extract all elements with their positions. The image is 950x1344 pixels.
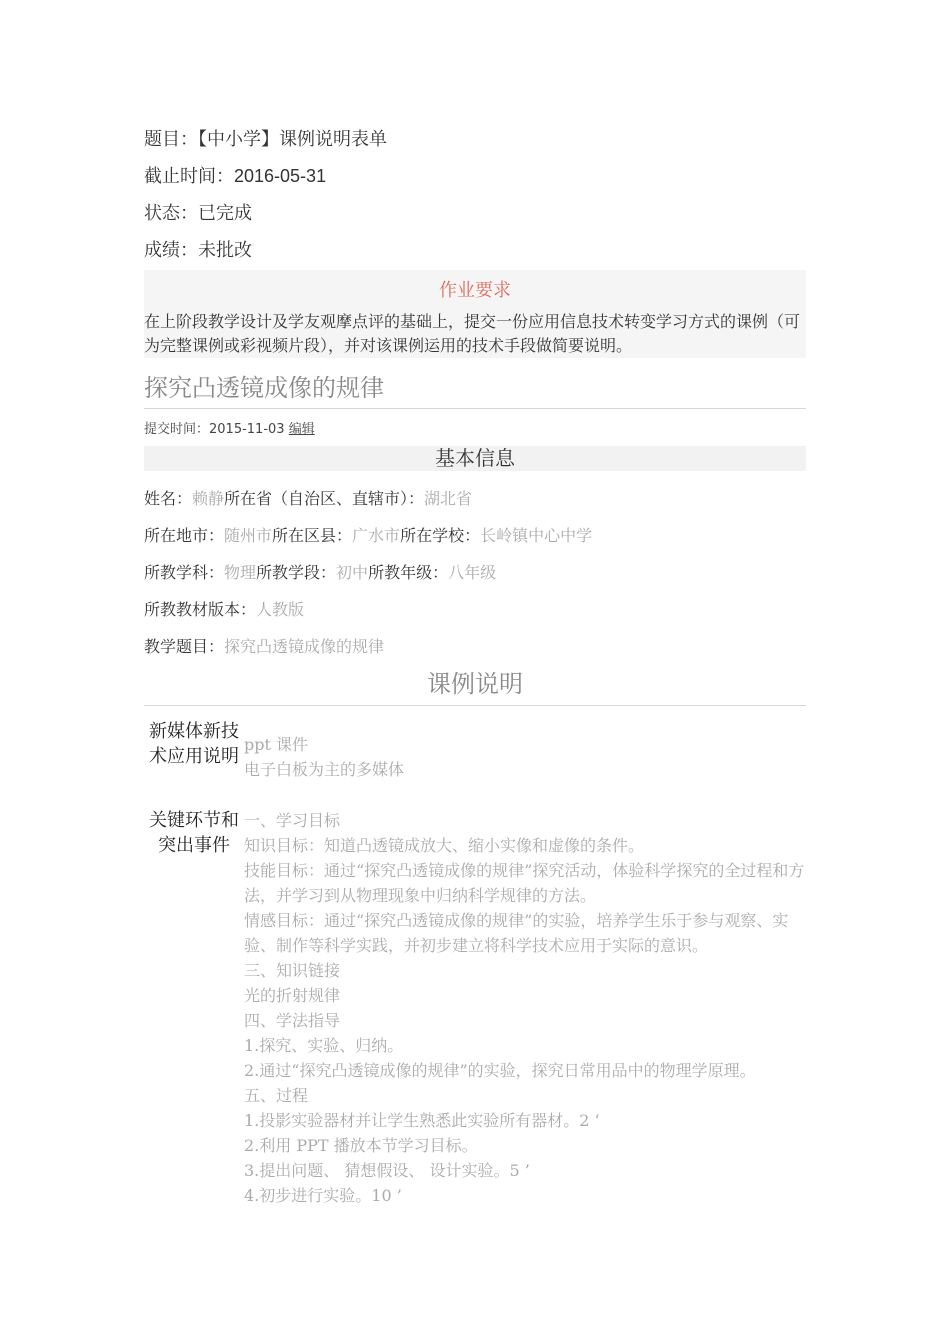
info-row-topic (144, 634, 384, 657)
submit-info (144, 418, 315, 437)
key-events-content (244, 808, 809, 1208)
info-row-teaching (144, 560, 496, 583)
list-item: 4.初步进行实验。10 ’ (244, 1186, 402, 1205)
list-item: 光的折射规律 (244, 986, 341, 1005)
city-label: 所在地市： (144, 526, 225, 545)
media-label: 新媒体新技术应用说明 (149, 721, 239, 767)
divider (144, 705, 806, 706)
school-label: 所在学校： (400, 526, 481, 545)
list-item: 3.提出问题、 猜想假设、 设计实验。5 ’ (244, 1161, 530, 1180)
grade-label: 所教年级： (368, 563, 449, 582)
requirement-text: 在上阶段教学设计及学友观摩点评的基础上，提交一份应用信息技术转变学习方式的课例（可为完整课例或彩视频片段），并对该课例运用的技术手段做简要说明。 (144, 312, 801, 355)
subject-value: 物理 (224, 563, 257, 582)
textbook-label: 所教教材版本： (144, 600, 257, 619)
district-value: 广水市 (352, 526, 401, 545)
status-value: 已完成 (198, 203, 252, 224)
stage-value: 初中 (336, 563, 369, 582)
topic-value: 探究凸透镜成像的规律 (224, 637, 385, 656)
title-line (144, 125, 387, 151)
list-item: 1.探究、实验、归纳。 (244, 1036, 404, 1055)
submit-time: 2015-11-03 (209, 422, 285, 437)
edit-link[interactable]: 编辑 (288, 422, 315, 437)
info-row-name (144, 486, 472, 509)
key-events-label: 关键环节和突出事件 (149, 810, 239, 856)
basic-info-heading: 基本信息 (144, 446, 806, 471)
work-title: 探究凸透镜成像的规律 (144, 375, 384, 402)
list-item: ppt 课件 (244, 735, 309, 754)
requirement-heading: 作业要求 (439, 280, 511, 301)
list-item: 知识目标：知道凸透镜成放大、缩小实像和虚像的条件。 (244, 836, 645, 855)
title-value: 【中小学】课例说明表单 (198, 129, 387, 150)
deadline-label: 截止时间： (144, 166, 234, 187)
score-line (144, 236, 252, 262)
list-item: 三、知识链接 (244, 961, 341, 980)
topic-label: 教学题目： (144, 637, 225, 656)
list-item: 1.投影实验器材并让学生熟悉此实验所有器材。2 ‘ (244, 1111, 600, 1130)
title-label: 题目： (144, 129, 198, 150)
city-value: 随州市 (224, 526, 273, 545)
list-item: 四、学法指导 (244, 1011, 341, 1030)
status-line (144, 199, 252, 225)
list-item: 2.通过“探究凸透镜成像的规律”的实验，探究日常用品中的物理学原理。 (244, 1061, 756, 1080)
requirement-box (144, 270, 806, 358)
list-item: 一、学习目标 (244, 811, 341, 830)
list-item: 电子白板为主的多媒体 (244, 760, 405, 779)
subject-label: 所教学科： (144, 563, 225, 582)
name-value: 赖静 (192, 489, 225, 508)
province-label: 所在省（自治区、直辖市）： (224, 489, 425, 508)
info-row-textbook (144, 597, 304, 620)
province-value: 湖北省 (424, 489, 473, 508)
score-value: 未批改 (198, 240, 252, 261)
list-item: 技能目标：通过“探究凸透镜成像的规律”探究活动，体验科学探究的全过程和方法，并学习到从物理现象中归纳科学规律的方法。 (244, 861, 805, 905)
grade-value: 八年级 (448, 563, 497, 582)
list-item: 五、过程 (244, 1086, 309, 1105)
stage-label: 所教学段： (256, 563, 337, 582)
name-label: 姓名： (144, 489, 193, 508)
status-label: 状态： (144, 203, 198, 224)
district-label: 所在区县： (272, 526, 353, 545)
list-item: 情感目标：通过“探究凸透镜成像的规律”的实验，培养学生乐于参与观察、实验、制作等科学实践，并初步建立将科学技术应用于实际的意识。 (244, 911, 789, 955)
deadline-value: 2016-05-31 (234, 166, 327, 186)
list-item: 2.利用 PPT 播放本节学习目标。 (244, 1136, 478, 1155)
deadline-line (144, 162, 326, 188)
score-label: 成绩： (144, 240, 198, 261)
case-heading: 课例说明 (427, 671, 523, 698)
textbook-value: 人教版 (256, 600, 305, 619)
info-row-location (144, 523, 592, 546)
submit-label: 提交时间： (144, 422, 210, 437)
media-content (244, 732, 809, 782)
school-value: 长岭镇中心中学 (480, 526, 593, 545)
divider (144, 408, 806, 409)
